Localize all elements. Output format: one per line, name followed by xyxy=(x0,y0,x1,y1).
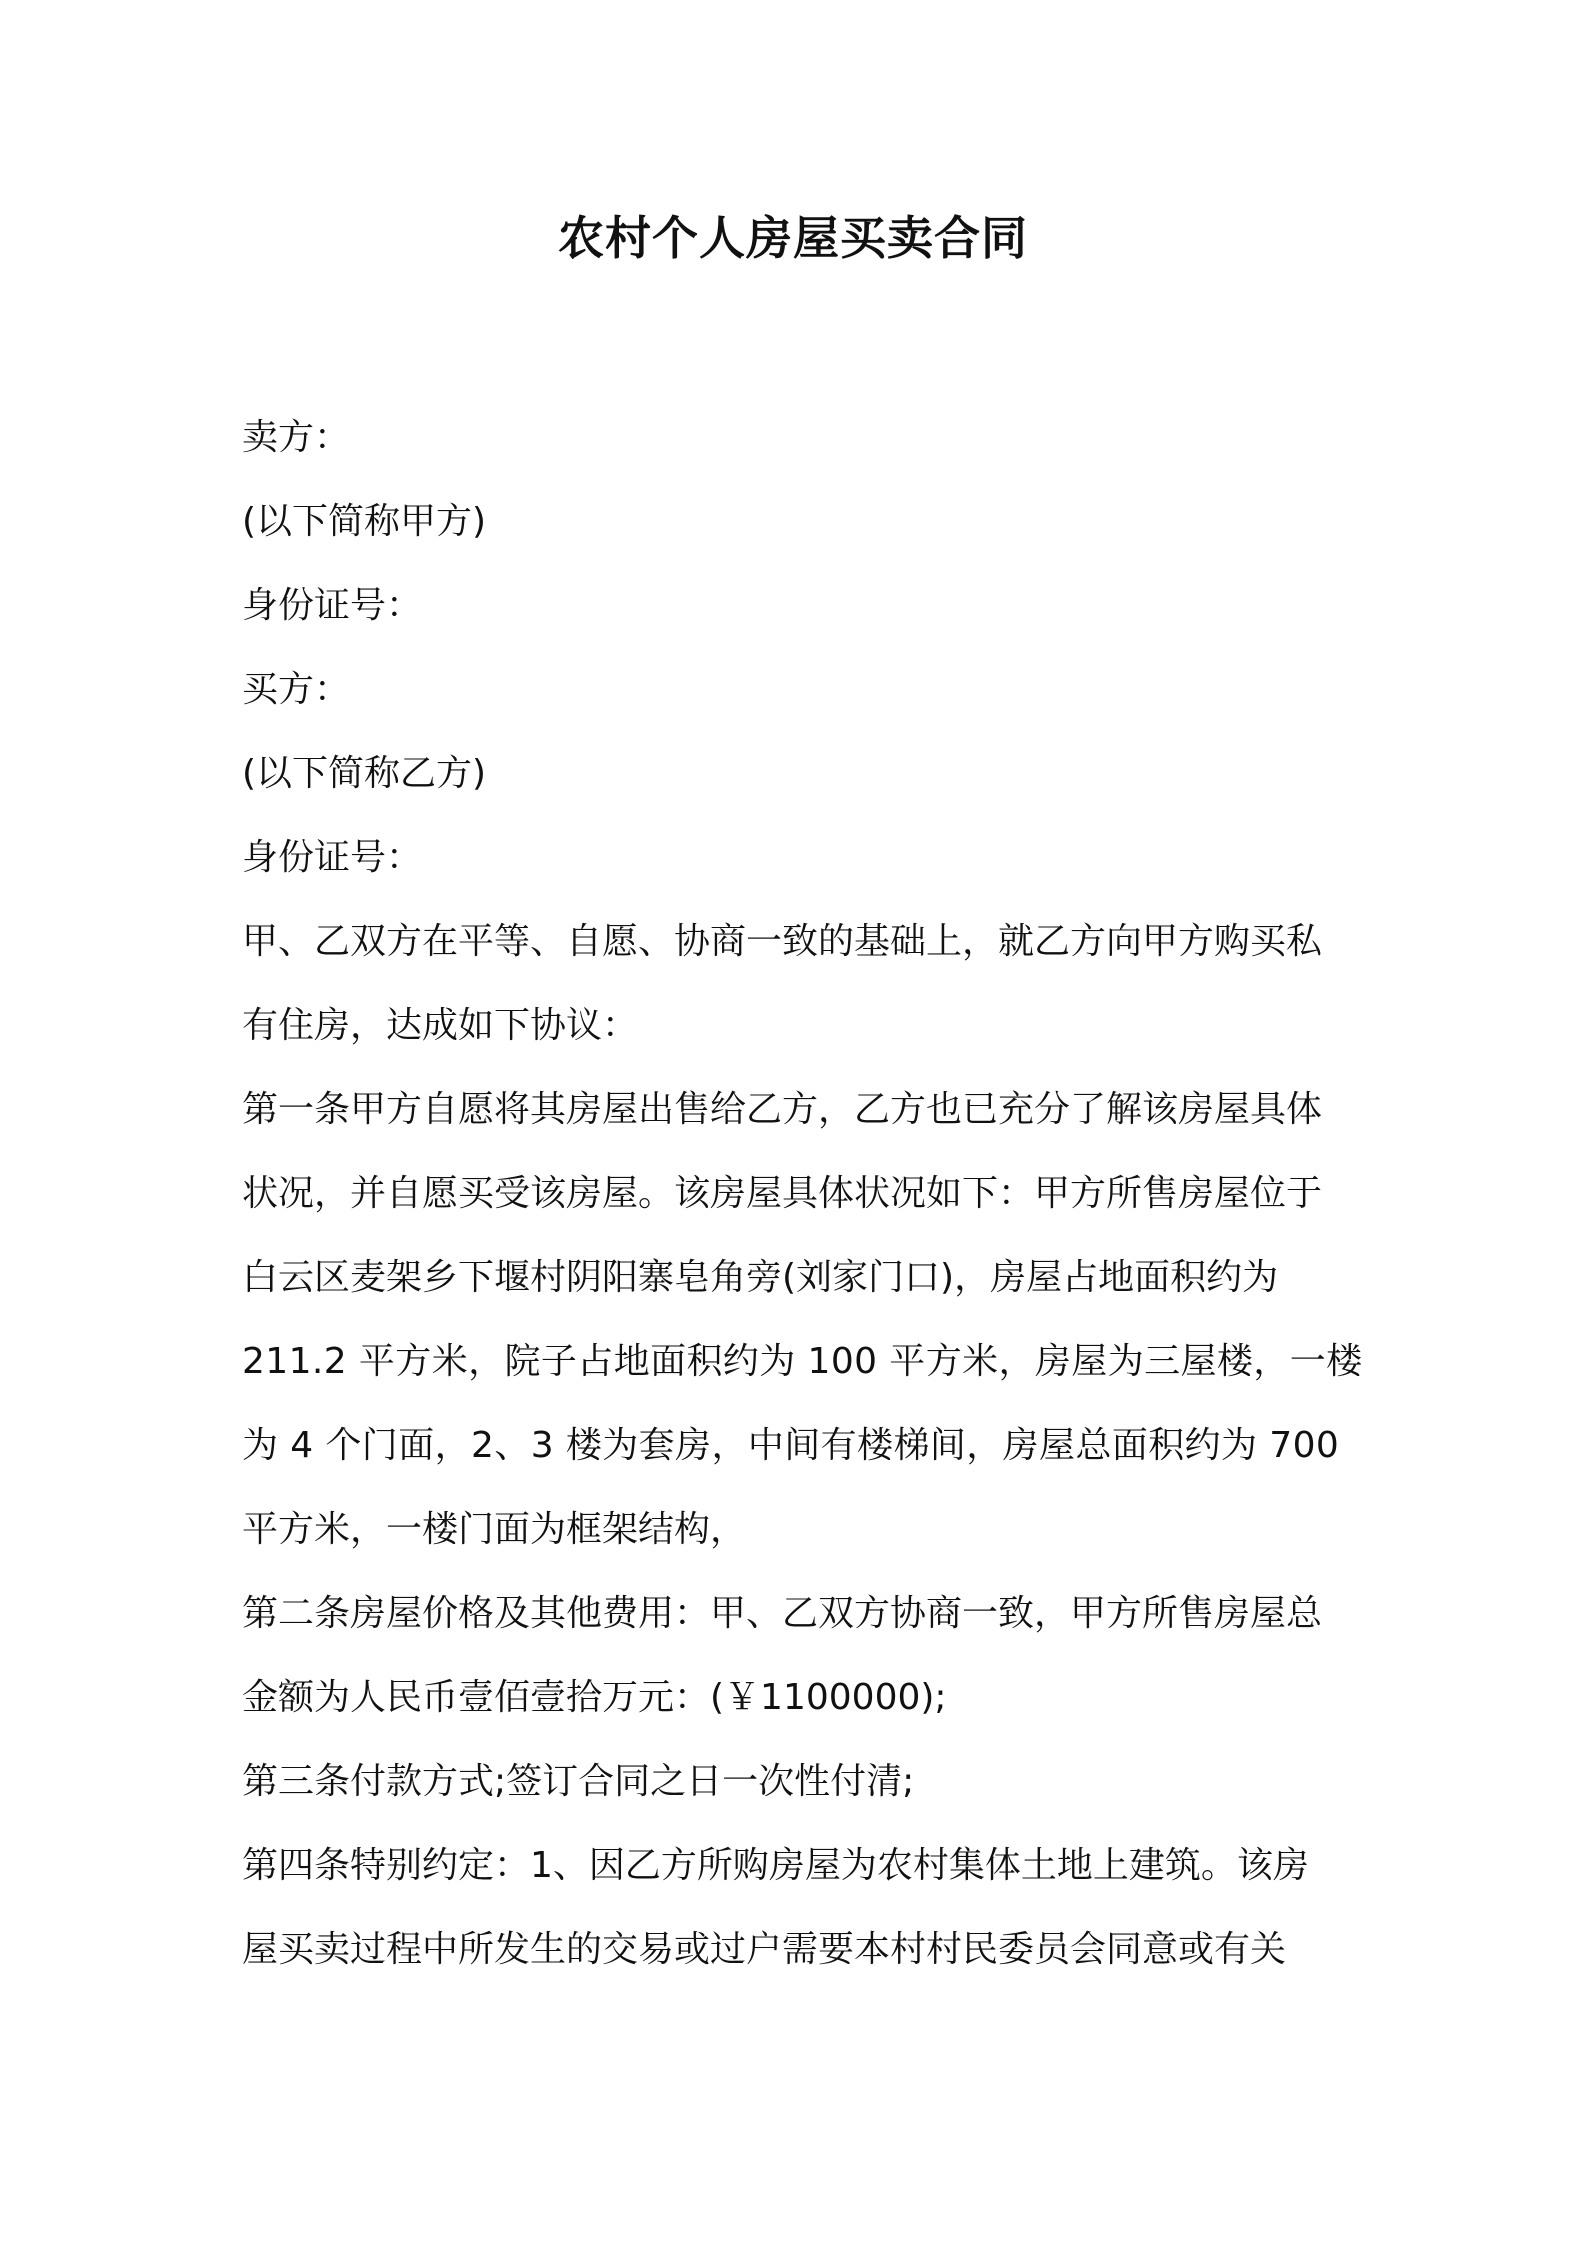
article-2-line: 金额为人民币壹佰壹拾万元：(￥1100000); xyxy=(242,1677,947,1718)
buyer-alias: (以下简称乙方) xyxy=(242,753,487,794)
article-1-line: 白云区麦架乡下堰村阴阳寨皂角旁(刘家门口)，房屋占地面积约为 xyxy=(242,1257,1279,1298)
article-1-line: 为 4 个门面，2、3 楼为套房，中间有楼梯间，房屋总面积约为 700 xyxy=(242,1425,1340,1466)
article-1-line: 平方米，一楼门面为框架结构， xyxy=(242,1509,747,1550)
seller-label: 卖方： xyxy=(242,417,351,458)
buyer-id-label: 身份证号： xyxy=(242,837,423,878)
buyer-label: 买方： xyxy=(242,669,351,710)
document-title: 农村个人房屋买卖合同 xyxy=(558,211,1028,265)
seller-id-label: 身份证号： xyxy=(242,585,423,626)
article-1-line: 211.2 平方米，院子占地面积约为 100 平方米，房屋为三屋楼，一楼 xyxy=(242,1341,1363,1382)
article-1-line: 第一条甲方自愿将其房屋出售给乙方，乙方也已充分了解该房屋具体 xyxy=(242,1089,1323,1130)
preamble-line: 甲、乙双方在平等、自愿、协商一致的基础上，就乙方向甲方购买私 xyxy=(242,921,1323,962)
article-1-line: 状况，并自愿买受该房屋。该房屋具体状况如下：甲方所售房屋位于 xyxy=(242,1173,1323,1214)
article-3-line: 第三条付款方式;签订合同之日一次性付清; xyxy=(242,1761,915,1802)
document-body xyxy=(242,396,1363,1992)
article-2-line: 第二条房屋价格及其他费用：甲、乙双方协商一致，甲方所售房屋总 xyxy=(242,1593,1323,1634)
seller-alias: (以下简称甲方) xyxy=(242,501,487,542)
preamble-line: 有住房，达成如下协议： xyxy=(242,1005,639,1046)
article-4-line: 屋买卖过程中所发生的交易或过户需要本村村民委员会同意或有关 xyxy=(242,1929,1287,1970)
article-4-line: 第四条特别约定：1、因乙方所购房屋为农村集体土地上建筑。该房 xyxy=(242,1845,1309,1886)
